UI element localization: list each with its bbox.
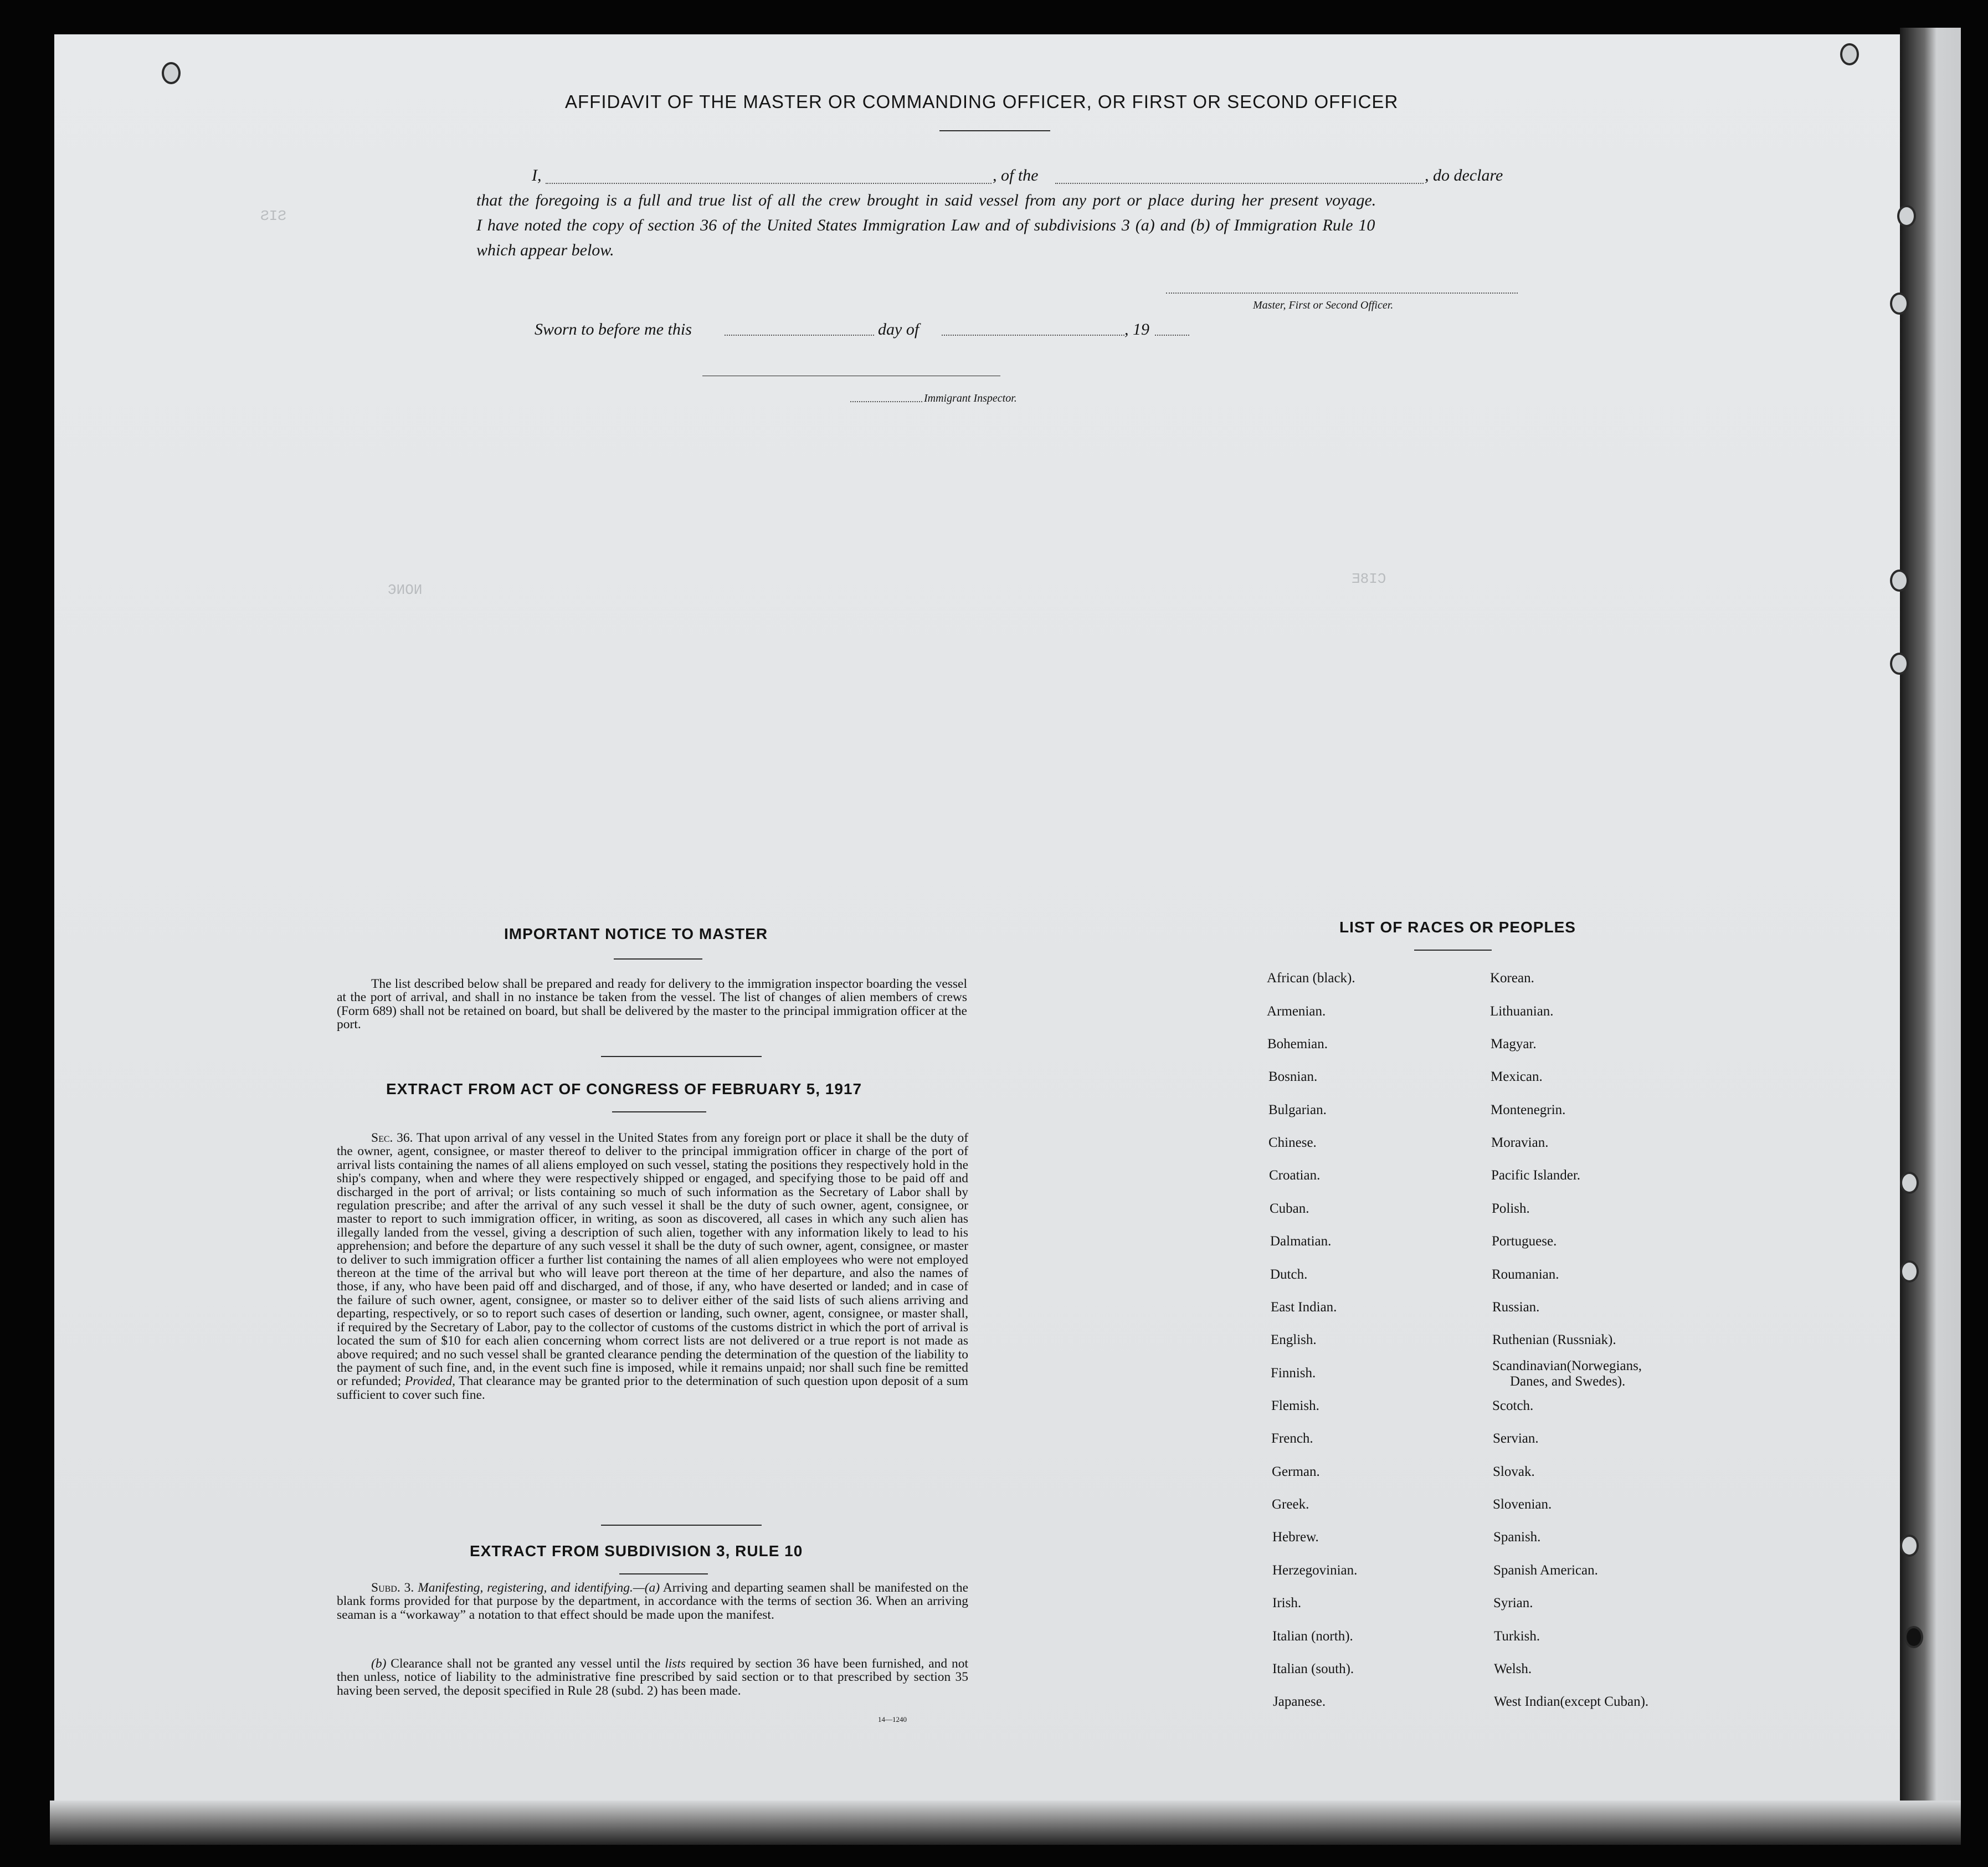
inspector-field[interactable] — [850, 401, 922, 402]
day-field[interactable] — [725, 335, 874, 336]
extract-rule-title: EXTRACT FROM SUBDIVISION 3, RULE 10 — [470, 1542, 803, 1560]
race-item: East Indian. — [1271, 1300, 1337, 1315]
affidavit-line-4: which appear below. — [476, 241, 614, 259]
binder-hole-icon — [1840, 43, 1859, 65]
vessel-field[interactable] — [1055, 183, 1424, 184]
affidavit-line-3: I have noted the copy of section 36 of the United States Immigration Law and of subdivisions 3 (a) and (b) of Immigration Rule 10 — [476, 216, 1375, 234]
race-item: Scandinavian(Norwegians, — [1492, 1358, 1642, 1373]
extract-act-underline — [612, 1111, 706, 1112]
form-code: 14—1240 — [878, 1715, 907, 1724]
section-divider — [601, 1056, 762, 1057]
signature-field[interactable] — [1166, 293, 1518, 294]
race-item: Welsh. — [1494, 1661, 1532, 1676]
race-item: Syrian. — [1493, 1596, 1533, 1610]
name-field[interactable] — [546, 183, 992, 184]
race-item: Lithuanian. — [1490, 1004, 1554, 1019]
race-item: Slovenian. — [1493, 1497, 1552, 1512]
year-label: , 19 — [1124, 320, 1149, 338]
race-item: Roumanian. — [1492, 1267, 1559, 1282]
affidavit-title: AFFIDAVIT OF THE MASTER OR COMMANDING OFFICER, OR FIRST OR SECOND OFFICER — [565, 91, 1399, 112]
binder-hole-icon — [1900, 1172, 1919, 1194]
page-edge-bottom — [50, 1801, 1961, 1845]
race-item: Bulgarian. — [1268, 1102, 1327, 1117]
sworn-label: Sworn to before me this — [535, 320, 692, 338]
month-field[interactable] — [942, 335, 1124, 336]
race-item: Slovak. — [1493, 1464, 1535, 1479]
race-item: Turkish. — [1494, 1629, 1540, 1644]
race-item: German. — [1272, 1464, 1320, 1479]
race-item: Moravian. — [1491, 1135, 1549, 1150]
binder-hole-icon — [1900, 1535, 1919, 1557]
do-declare-label: , do declare — [1425, 166, 1503, 184]
races-underline — [1414, 950, 1492, 951]
race-item: Montenegrin. — [1491, 1102, 1566, 1117]
section-divider — [601, 1525, 762, 1526]
notice-text: The list described below shall be prepared and ready for delivery to the immigration inspector boarding the vessel at the port of arrival, and shall in no instance be taken from the vessel. The list of changes of alien members of crews (Form 689) shall not be retained on board, but shall be delivered by the master to the principal immigration officer at the port. — [337, 977, 967, 1032]
race-item: English. — [1271, 1332, 1317, 1347]
race-item: African (black). — [1267, 971, 1355, 986]
race-item: Dalmatian. — [1270, 1234, 1332, 1249]
race-item: Scotch. — [1492, 1398, 1534, 1413]
inspector-caption: Immigrant Inspector. — [924, 392, 1017, 404]
race-item: Herzegovinian. — [1272, 1563, 1358, 1578]
race-item: Pacific Islander. — [1491, 1168, 1581, 1183]
of-the-label: , of the — [993, 166, 1039, 184]
race-item: Italian (north). — [1272, 1629, 1353, 1644]
race-item: Cuban. — [1270, 1201, 1309, 1216]
year-field[interactable] — [1155, 335, 1189, 336]
race-item: Flemish. — [1271, 1398, 1319, 1413]
race-item: Greek. — [1272, 1497, 1309, 1512]
binder-hole-icon — [1890, 570, 1909, 592]
race-item: Magyar. — [1491, 1037, 1537, 1052]
race-item-continuation: Danes, and Swedes). — [1510, 1374, 1626, 1389]
race-item: French. — [1271, 1431, 1313, 1446]
race-item: Bohemian. — [1267, 1037, 1328, 1052]
race-item: Spanish American. — [1493, 1563, 1598, 1578]
day-of-label: day of — [878, 320, 919, 338]
race-item: Korean. — [1490, 971, 1534, 986]
extract-rule-text-a: Subd. 3. Manifesting, registering, and identifying.—(a) Arriving and departing seamen shall be manifested on the blank forms provided for that purpose by the department, in accordance with the terms of section 36. When an arriving seaman is a “workaway” a notation to that effect should be made upon the manifest. — [337, 1581, 968, 1622]
race-item: Ruthenian (Russniak). — [1492, 1332, 1616, 1347]
race-item: Servian. — [1493, 1431, 1539, 1446]
binder-hole-icon — [1890, 653, 1909, 675]
bleed-through-mark: ƧIƧ — [260, 208, 286, 224]
binder-hole-icon — [1897, 205, 1916, 227]
title-underline — [939, 130, 1050, 131]
race-item: Irish. — [1272, 1596, 1302, 1610]
race-item: Hebrew. — [1272, 1530, 1319, 1545]
bleed-through-mark: Ǝ8IƆ — [1352, 571, 1386, 587]
race-item: Italian (south). — [1272, 1661, 1354, 1676]
race-item: Mexican. — [1491, 1069, 1543, 1084]
extract-rule-underline — [619, 1573, 708, 1574]
extract-act-title: EXTRACT FROM ACT OF CONGRESS OF FEBRUARY 5, 1917 — [386, 1080, 862, 1097]
race-item: Portuguese. — [1492, 1234, 1557, 1249]
race-item: West Indian(except Cuban). — [1494, 1694, 1649, 1709]
race-item: Dutch. — [1270, 1267, 1308, 1282]
notice-title: IMPORTANT NOTICE TO MASTER — [504, 925, 768, 942]
page-edge-right — [1900, 28, 1961, 1828]
binder-hole-icon — [162, 62, 181, 84]
signature-caption: Master, First or Second Officer. — [1253, 299, 1394, 311]
race-item: Japanese. — [1273, 1694, 1326, 1709]
races-title: LIST OF RACES OR PEOPLES — [1339, 919, 1576, 936]
affidavit-line-2: that the foregoing is a full and true list of all the crew brought in said vessel from any port or place during her present voyage. — [476, 191, 1376, 209]
race-item: Finnish. — [1271, 1366, 1316, 1381]
race-item: Chinese. — [1268, 1135, 1317, 1150]
binder-hole-icon — [1904, 1626, 1923, 1648]
binder-hole-icon — [1890, 293, 1909, 315]
document-sheet — [54, 34, 1953, 1802]
race-item: Croatian. — [1269, 1168, 1321, 1183]
race-item: Polish. — [1492, 1201, 1530, 1216]
bleed-through-mark: ЭИОИ — [388, 582, 423, 598]
notice-underline — [614, 958, 702, 960]
race-item: Russian. — [1492, 1300, 1540, 1315]
race-item: Spanish. — [1493, 1530, 1541, 1545]
race-item: Bosnian. — [1268, 1069, 1318, 1084]
binder-hole-icon — [1900, 1260, 1919, 1283]
race-item: Armenian. — [1267, 1004, 1326, 1019]
extract-act-text: Sec. 36. That upon arrival of any vessel in the United States from any foreign port or place it shall be the duty of the owner, agent, consignee, or master thereof to deliver to the principal immigration officer in charge of the port of arrival lists containing the names of all aliens employed on such vessel, stating the positions they respectively hold in the ship's company, when and where they were respectively shipped or engaged, and specifying those to be paid off and discharged in the port of arrival; or lists containing so much of such information as the Secretary of Labor shall by regulation prescribe; and after the arrival of any such vessel it shall be the duty of such owner, agent, consignee, or master to report to such immigration officer, in writing, as soon as discovered, all cases in which any such alien has illegally landed from the vessel, giving a description of such alien, together with any information likely to lead to his apprehension; and before the departure of any such vessel it shall be the duty of such owner, agent, consignee, or master to deliver to such immigration officer a further list containing the names of all alien employees who were not employed thereon at the time of the arrival but who will leave port thereon at the time of her departure, and also the names of those, if any, who have been paid off and discharged, and of those, if any, who have deserted or landed; and in case of the failure of such owner, agent, consignee, or master so to deliver either of the said lists of such aliens arriving and departing, respectively, or so to report such cases of desertion or landing, such owner, agent, consignee, or master shall, if required by the Secretary of Labor, pay to the collector of customs of the customs district in which the port of arrival is located the sum of $10 for each alien concerning whom correct lists are not delivered or a true report is not made as above required; and no such vessel shall be granted clearance pending the determination of the question of the liability to the payment of such fine, and, in the event such fine is imposed, while it remains unpaid; nor shall such fine be remitted or refunded; Provided, That clearance may be granted prior to the determination of such question upon deposit of a sum sufficient to cover such fine. — [337, 1131, 969, 1402]
i-label: I, — [532, 166, 542, 184]
extract-rule-text-b: (b) Clearance shall not be granted any vessel until the lists required by section 36 have been furnished, and not then unless, notice of liability to the administrative fine prescribed by said section or to that prescribed by section 35 having been served, the deposit specified in Rule 28 (subd. 2) has been made. — [337, 1656, 969, 1698]
